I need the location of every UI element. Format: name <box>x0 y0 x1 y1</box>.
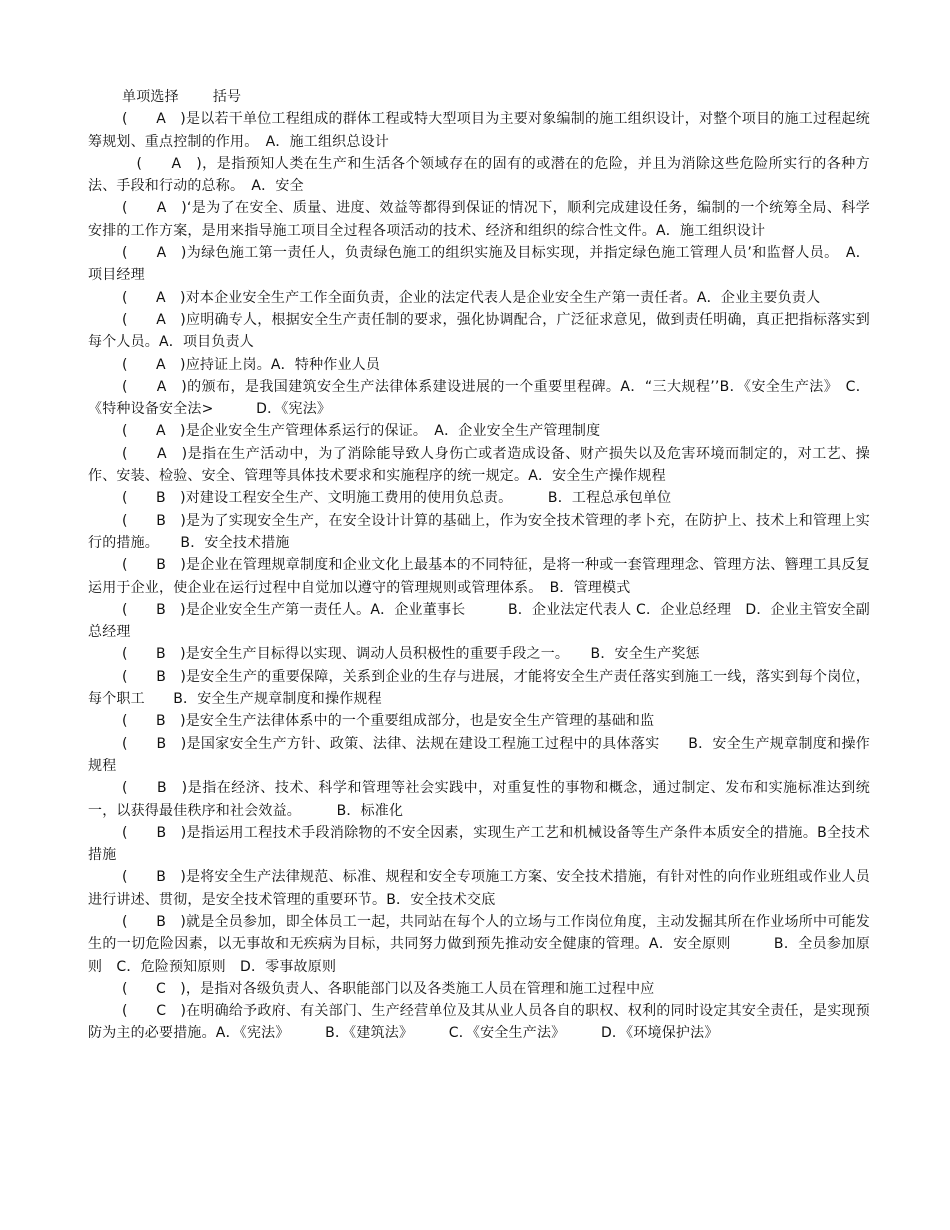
question-item: ( C )在明确给予政府、有关部门、生产经营单位及其从业人员各自的职权、权利的同时设定其安全责任，是实现预防为主的必要措施。A．《宪法》 B．《建筑法》 C．《安全生产法》 D．《环境保护法》 <box>88 1003 870 1042</box>
question-item: ( A )，是指预知人类在生产和生活各个领域存在的固有的或潜在的危险，并且为消除这些危险所实行的各种方法、手段和行动的总称。 A．安全 <box>88 155 870 195</box>
question-item: ( B )是为了实现安全生产，在安全设计计算的基础上，作为安全技术管理的孝卜充，在防护上、技术上和管理上实行的措施。 B．安全技术措施 <box>88 512 870 551</box>
question-item: ( A )是企业安全生产管理体系运行的保证。 A．企业安全生产管理制度 <box>122 423 601 440</box>
question-item: ( B )就是全员参加，即全体员工一起，共同站在每个人的立场与工作岗位角度，主动发掘其所在作业场所中可能发生的一切危险因素，以无事故和无疾病为目标，共同努力做到预先推动安全健康的管理。A．安全原则 B．全员参加原则 C．危险预知原则 D．零事故原则 <box>88 913 870 975</box>
question-item: ( B )是安全生产的重要保障，关系到企业的生存与进展，才能将安全生产责任落实到施工一线，落实到每个岗位，每个职工 B．安全生产规章制度和操作规程 <box>88 668 870 708</box>
question-item: ( B )是安全生产目标得以实现、调动人员积极性的重要手段之一。 B．安全生产奖惩 <box>122 646 700 663</box>
question-item: ( C )，是指对各级负责人、各职能部门以及各类施工人员在管理和施工过程中应 <box>122 980 655 997</box>
question-item: ( B )是将安全生产法律规范、标准、规程和安全专项施工方案、安全技术措施，有针对性的向作业班组或作业人员进行讲述、贯彻，是安全技术管理的重要环节。B．安全技术交底 <box>88 869 870 908</box>
question-item: ( B )是安全生产法律体系中的一个重要组成部分，也是安全生产管理的基础和监 <box>122 713 655 730</box>
question-item: ( A )‘是为了在安全、质量、进度、效益等都得到保证的情况下，顺利完成建设任务，编制的一个统筹全局、科学安排的工作方案，是用来指导施工项目全过程各项活动的技术、经济和组织的综合性文件。A．施工组织设计 <box>88 200 870 239</box>
question-item: ( A )对本企业安全生产工作全面负责，企业的法定代表人是企业安全生产第一责任者。A．企业主要负责人 <box>122 289 821 306</box>
section-subtitle: 括号 <box>212 89 242 105</box>
question-item: ( B )是企业安全生产第一责任人。A．企业董事长 B．企业法定代表人 C．企业总经理 D．企业主管安全副总经理 <box>88 601 870 641</box>
question-item: ( A )应明确专人，根据安全生产责任制的要求，强化协调配合，广泛征求意见，做到责任明确，真正把指标落实到每个人员。A．项目负责人 <box>88 311 870 351</box>
question-item: ( A )是以若干单位工程组成的群体工程或特大型项目为主要对象编制的施工组织设计，对整个项目的施工过程起统筹规划、重点控制的作用。 A．施工组织总设计 <box>88 111 870 150</box>
question-item: ( B )是企业在管理规章制度和企业文化上最基本的不同特征，是将一种或一套管理理念、管理方法、簪理工具反复运用于企业，使企业在运行过程中自觉加以遵守的管理规则或管理体系。 B．管理模式 <box>88 557 870 596</box>
question-item: ( B )是指运用工程技术手段消除物的不安全因素，实现生产工艺和机械设备等生产条件本质安全的措施。B全技术措施 <box>88 824 870 864</box>
question-item: ( A )为绿色施工第一责任人，负责绿色施工的组织实施及目标实现，并指定绿色施工管理人员’和监督人员。 A．项目经理 <box>88 245 870 284</box>
question-item: ( A )是指在生产活动中，为了消除能导致人身伤亡或者造成设备、财产损失以及危害环境而制定的，对工艺、操作、安装、检验、安全、管理等具体技术要求和实施程序的统一规定。A．安全生产操作规程 <box>88 445 870 485</box>
section-header <box>88 86 870 108</box>
section-title: 单项选择 <box>122 89 179 105</box>
question-item: ( A )的颁布，是我国建筑安全生产法律体系建设进展的一个重要里程碑。A．“三大规程’’B．《安全生产法》 C．《特种设备安全法> D．《宪法》 <box>88 378 870 418</box>
question-list <box>88 86 870 1045</box>
question-item: ( B )对建设工程安全生产、文明施工费用的使用负总责。 B．工程总承包单位 <box>122 490 672 507</box>
question-item: ( B )是指在经济、技术、科学和管理等社会实践中，对重复性的事物和概念，通过制定、发布和实施标准达到统一，以获得最佳秩序和社会效益。 B．标准化 <box>88 780 870 819</box>
question-item: ( A )应持证上岗。A．特种作业人员 <box>122 356 381 373</box>
question-item: ( B )是国家安全生产方针、政策、法律、法规在建设工程施工过程中的具体落实 B．安全生产规章制度和操作规程 <box>88 735 870 774</box>
